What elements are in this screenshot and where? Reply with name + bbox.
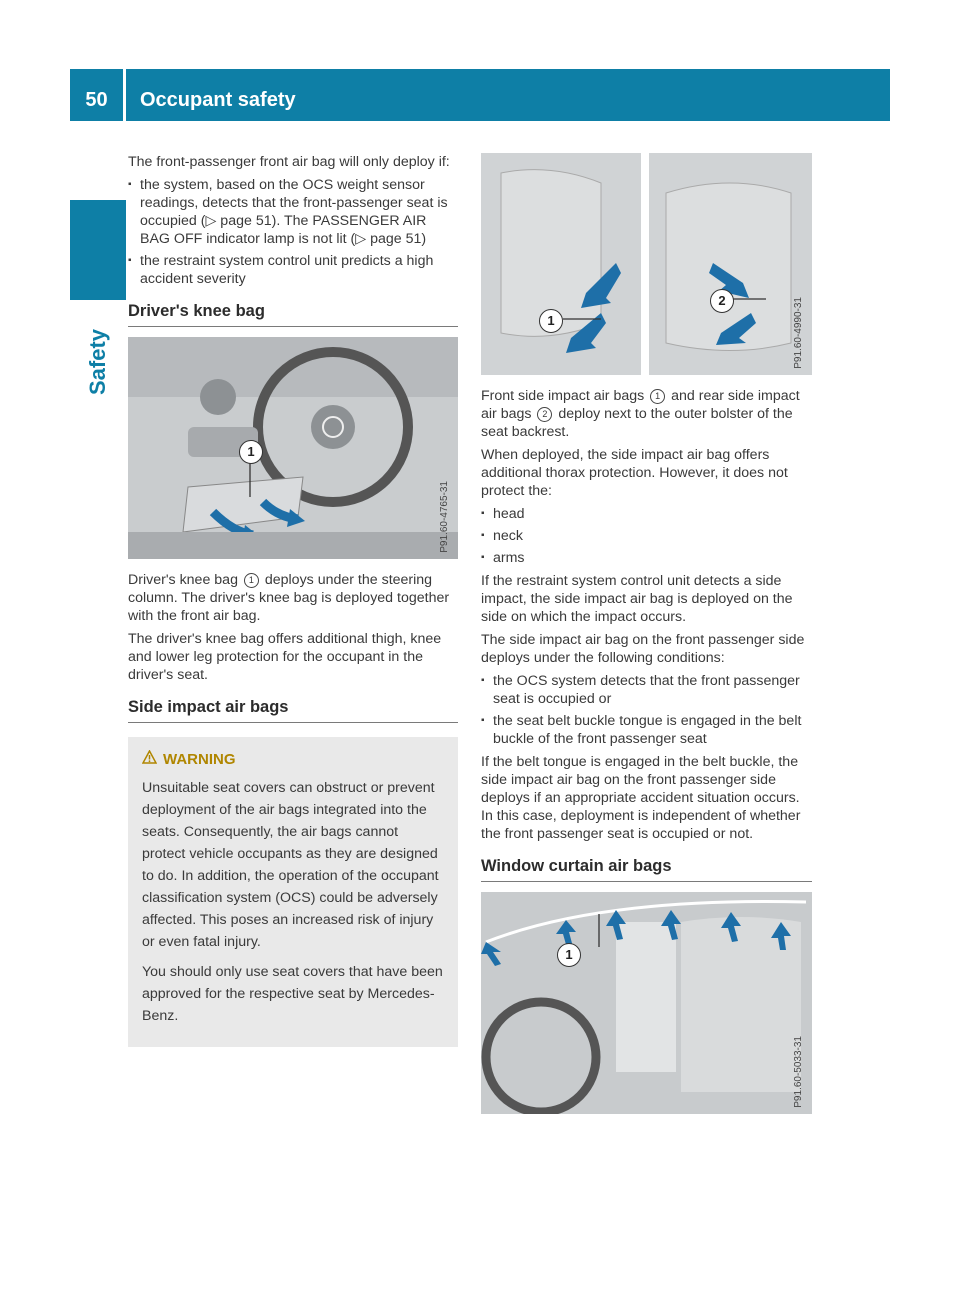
left-column [128, 153, 458, 1047]
side-bag-text-4: The side impact air bag on the front passenger side deploys under the following conditions: [481, 632, 805, 666]
figure-knee-bag [128, 337, 458, 559]
window-curtain-illustration [481, 892, 812, 1114]
list-item: ▪ the seat belt buckle tongue is engaged in the belt buckle of the front passenger seat [481, 712, 812, 748]
list-item: ▪ arms [481, 549, 812, 567]
front-passenger-conditions-list [481, 672, 812, 748]
list-item: ▪ head [481, 505, 812, 523]
side-bag-text: Front side impact air bags 1 and rear side impact air bags 2 deploy next to the outer bolster of the seat backrest. [481, 388, 800, 440]
heading-window-curtain: Window curtain air bags [481, 857, 812, 882]
callout-1-inline: 1 [244, 573, 259, 588]
figure-id: P91.60-4765-31 [439, 481, 450, 553]
page-title: Occupant safety [140, 89, 296, 111]
side-impact-illustration [481, 153, 812, 375]
list-item: ▪ the restraint system control unit predicts a high accident severity [128, 252, 458, 288]
warning-box [128, 737, 458, 1047]
knee-bag-text: Driver's knee bag 1 deploys under the steering column. The driver's knee bag is deployed together with the front air bag. [128, 572, 450, 624]
knee-bag-illustration [128, 337, 458, 559]
callout-1: 1 [557, 943, 581, 967]
right-column [481, 153, 812, 1114]
side-bag-text-5: If the belt tongue is engaged in the belt buckle, the side impact air bag on the front passenger side deploys if an appropriate accident situation occurs. In this case, deployment is independent of whether the front passenger seat is occupied or not. [481, 754, 801, 842]
figure-window-curtain [481, 892, 812, 1114]
side-bag-text-2: When deployed, the side impact air bag offers additional thorax protection. However, it does not protect the: [481, 447, 788, 499]
figure-id: P91.60-5033-31 [793, 1036, 804, 1108]
figure-side-impact [481, 153, 812, 375]
callout-2: 2 [710, 289, 734, 313]
intro-text: The front-passenger front air bag will only deploy if: [128, 154, 450, 170]
knee-bag-text-2: The driver's knee bag offers additional thigh, knee and lower leg protection for the occupant in the driver's seat. [128, 631, 442, 683]
list-item: ▪ the OCS system detects that the front passenger seat is occupied or [481, 672, 812, 708]
heading-knee-bag: Driver's knee bag [128, 302, 458, 327]
list-item: ▪ neck [481, 527, 812, 545]
warning-text: Unsuitable seat covers can obstruct or prevent deployment of the air bags integrated into the seats. Consequently, the air bags cannot protect vehicle occupants as they are designed to do. In addition, the operation of the occupant classification system (OCS) could be adversely affected. This poses an increased risk of injury or even fatal injury. [142, 780, 439, 950]
callout-2-inline: 2 [537, 407, 552, 422]
figure-id: P91.60-4990-31 [793, 297, 804, 369]
side-bag-text-3: If the restraint system control unit detects a side impact, the side impact air bag is deployed on the side on which the impact occurs. [481, 573, 793, 625]
warning-heading: WARNING [142, 749, 444, 771]
callout-1: 1 [539, 309, 563, 333]
callout-1: 1 [239, 440, 263, 464]
callout-1-inline: 1 [650, 389, 665, 404]
warning-text-2: You should only use seat covers that have been approved for the respective seat by Mercedes-Benz. [142, 964, 443, 1024]
not-protected-list [481, 505, 812, 567]
list-item: ▪ the system, based on the OCS weight sensor readings, detects that the front-passenger seat is occupied (▷ page 51). The PASSENGER AIR BAG OFF indicator lamp is not lit (▷ page 51) [128, 176, 458, 248]
page-number: 50 [70, 69, 126, 121]
warning-icon [142, 749, 157, 771]
deploy-conditions-list [128, 176, 458, 288]
sidebar-label: Safety [85, 328, 111, 396]
sidebar-tab [70, 200, 126, 300]
heading-side-impact: Side impact air bags [128, 698, 458, 723]
